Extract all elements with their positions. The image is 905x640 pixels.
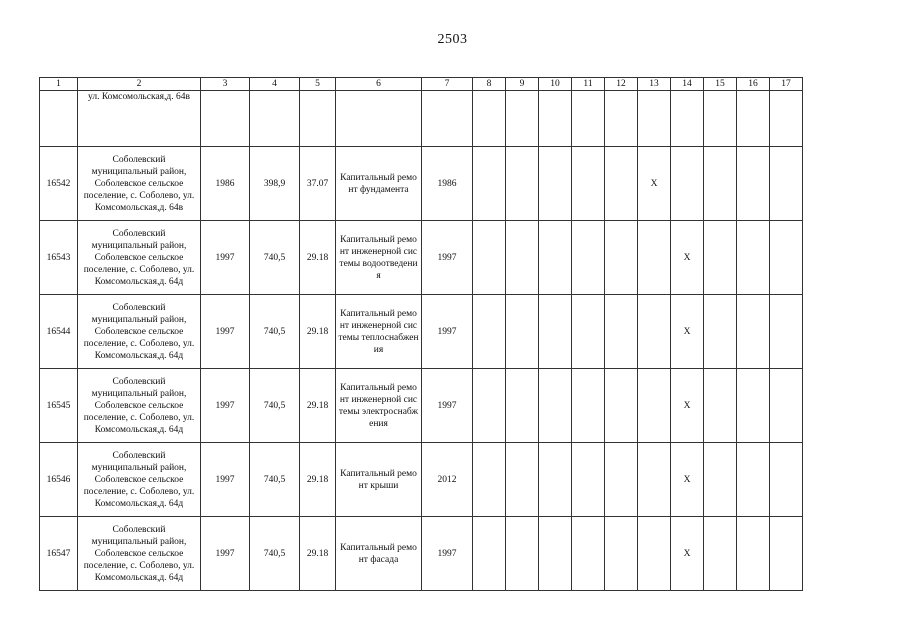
cell-col-9 — [506, 147, 539, 221]
cell-wear: 37.07 — [300, 147, 336, 221]
cell-work-type: Капитальный ремонт фундамента — [336, 147, 422, 221]
repair-schedule-table — [39, 77, 803, 591]
cell-empty — [638, 91, 671, 147]
table-row — [40, 443, 803, 517]
cell-build-year: 1997 — [201, 221, 250, 295]
cell-col-10 — [539, 443, 572, 517]
cell-work-type: Капитальный ремонт фасада — [336, 517, 422, 591]
cell-col-9 — [506, 295, 539, 369]
cell-address: Соболевский муниципальный район, Соболевское сельское поселение, с. Соболево, ул. Комсомольская,д. 64д — [78, 369, 201, 443]
cell-col-10 — [539, 369, 572, 443]
cell-col-16 — [737, 147, 770, 221]
cell-wear: 29.18 — [300, 369, 336, 443]
cell-address: Соболевский муниципальный район, Соболевское сельское поселение, с. Соболево, ул. Комсомольская,д. 64д — [78, 221, 201, 295]
cell-id — [40, 91, 78, 147]
column-header-14: 14 — [671, 78, 704, 91]
cell-col-16 — [737, 369, 770, 443]
cell-col-9 — [506, 517, 539, 591]
cell-col-15 — [704, 295, 737, 369]
cell-col-12 — [605, 369, 638, 443]
cell-plan-year: 1986 — [422, 147, 473, 221]
cell-col-9 — [506, 369, 539, 443]
table-row — [40, 295, 803, 369]
column-header-15: 15 — [704, 78, 737, 91]
cell-address: Соболевский муниципальный район, Соболевское сельское поселение, с. Соболево, ул. Комсомольская,д. 64д — [78, 295, 201, 369]
cell-work-type: Капитальный ремонт инженерной системы водоотведения — [336, 221, 422, 295]
cell-empty — [737, 91, 770, 147]
cell-wear: 29.18 — [300, 221, 336, 295]
table-row — [40, 517, 803, 591]
cell-address: Соболевский муниципальный район, Соболевское сельское поселение, с. Соболево, ул. Комсомольская,д. 64д — [78, 517, 201, 591]
cell-col-17 — [770, 147, 803, 221]
page-number: 2503 — [437, 32, 468, 47]
cell-build-year: 1997 — [201, 369, 250, 443]
column-header-5: 5 — [300, 78, 336, 91]
column-header-6: 6 — [336, 78, 422, 91]
cell-col-14: X — [671, 369, 704, 443]
cell-col-11 — [572, 517, 605, 591]
cell-empty — [300, 91, 336, 147]
cell-empty — [506, 91, 539, 147]
cell-col-16 — [737, 295, 770, 369]
column-header-2: 2 — [78, 78, 201, 91]
cell-build-year: 1997 — [201, 443, 250, 517]
cell-col-11 — [572, 295, 605, 369]
column-header-3: 3 — [201, 78, 250, 91]
cell-build-year: 1986 — [201, 147, 250, 221]
cell-id: 16544 — [40, 295, 78, 369]
cell-col-8 — [473, 443, 506, 517]
cell-address: Соболевский муниципальный район, Соболевское сельское поселение, с. Соболево, ул. Комсомольская,д. 64в — [78, 147, 201, 221]
cell-col-13 — [638, 443, 671, 517]
cell-empty — [671, 91, 704, 147]
cell-area: 740,5 — [250, 221, 300, 295]
cell-col-13 — [638, 517, 671, 591]
cell-col-14: X — [671, 221, 704, 295]
column-header-4: 4 — [250, 78, 300, 91]
column-number-row — [40, 78, 803, 91]
cell-area: 740,5 — [250, 369, 300, 443]
cell-col-10 — [539, 295, 572, 369]
cell-col-12 — [605, 517, 638, 591]
cell-col-17 — [770, 295, 803, 369]
cell-address: ул. Комсомольская,д. 64в — [78, 91, 201, 147]
column-header-10: 10 — [539, 78, 572, 91]
cell-empty — [572, 91, 605, 147]
cell-col-17 — [770, 443, 803, 517]
cell-col-15 — [704, 443, 737, 517]
cell-plan-year: 1997 — [422, 517, 473, 591]
cell-id: 16547 — [40, 517, 78, 591]
column-header-9: 9 — [506, 78, 539, 91]
cell-col-17 — [770, 221, 803, 295]
cell-col-9 — [506, 443, 539, 517]
cell-id: 16546 — [40, 443, 78, 517]
cell-empty — [201, 91, 250, 147]
cell-plan-year: 1997 — [422, 221, 473, 295]
cell-id: 16545 — [40, 369, 78, 443]
cell-plan-year: 2012 — [422, 443, 473, 517]
cell-col-14: X — [671, 443, 704, 517]
cell-empty — [422, 91, 473, 147]
cell-col-15 — [704, 147, 737, 221]
cell-col-13 — [638, 221, 671, 295]
cell-empty — [539, 91, 572, 147]
cell-col-16 — [737, 221, 770, 295]
cell-col-8 — [473, 369, 506, 443]
cell-work-type: Капитальный ремонт инженерной системы электроснабжения — [336, 369, 422, 443]
cell-id: 16543 — [40, 221, 78, 295]
cell-col-8 — [473, 221, 506, 295]
cell-empty — [704, 91, 737, 147]
cell-col-12 — [605, 147, 638, 221]
cell-col-10 — [539, 221, 572, 295]
cell-col-11 — [572, 443, 605, 517]
cell-build-year: 1997 — [201, 295, 250, 369]
cell-col-17 — [770, 517, 803, 591]
cell-empty — [770, 91, 803, 147]
cell-col-13 — [638, 295, 671, 369]
cell-empty — [250, 91, 300, 147]
cell-col-11 — [572, 221, 605, 295]
column-header-17: 17 — [770, 78, 803, 91]
table-row — [40, 369, 803, 443]
cell-col-11 — [572, 147, 605, 221]
cell-area: 398,9 — [250, 147, 300, 221]
cell-empty — [473, 91, 506, 147]
cell-col-8 — [473, 517, 506, 591]
column-header-13: 13 — [638, 78, 671, 91]
cell-work-type: Капитальный ремонт инженерной системы теплоснабжения — [336, 295, 422, 369]
cell-wear: 29.18 — [300, 443, 336, 517]
cell-empty — [605, 91, 638, 147]
table-row — [40, 147, 803, 221]
cell-empty — [336, 91, 422, 147]
column-header-11: 11 — [572, 78, 605, 91]
cell-plan-year: 1997 — [422, 295, 473, 369]
cell-col-15 — [704, 369, 737, 443]
cell-col-9 — [506, 221, 539, 295]
cell-col-10 — [539, 147, 572, 221]
cell-col-16 — [737, 443, 770, 517]
cell-wear: 29.18 — [300, 295, 336, 369]
column-header-8: 8 — [473, 78, 506, 91]
cell-col-14 — [671, 147, 704, 221]
cell-col-10 — [539, 517, 572, 591]
cell-col-8 — [473, 147, 506, 221]
cell-area: 740,5 — [250, 295, 300, 369]
cell-col-17 — [770, 369, 803, 443]
cell-col-13: X — [638, 147, 671, 221]
column-header-7: 7 — [422, 78, 473, 91]
cell-build-year: 1997 — [201, 517, 250, 591]
cell-id: 16542 — [40, 147, 78, 221]
table-row — [40, 221, 803, 295]
cell-col-14: X — [671, 517, 704, 591]
cell-col-15 — [704, 517, 737, 591]
cell-col-11 — [572, 369, 605, 443]
cell-address: Соболевский муниципальный район, Соболевское сельское поселение, с. Соболево, ул. Комсомольская,д. 64д — [78, 443, 201, 517]
cell-area: 740,5 — [250, 443, 300, 517]
cell-col-14: X — [671, 295, 704, 369]
cell-col-12 — [605, 295, 638, 369]
cell-col-8 — [473, 295, 506, 369]
cell-col-12 — [605, 221, 638, 295]
cell-col-12 — [605, 443, 638, 517]
cell-area: 740,5 — [250, 517, 300, 591]
column-header-12: 12 — [605, 78, 638, 91]
cell-col-16 — [737, 517, 770, 591]
cell-plan-year: 1997 — [422, 369, 473, 443]
cell-col-15 — [704, 221, 737, 295]
continuation-row — [40, 91, 803, 147]
cell-wear: 29.18 — [300, 517, 336, 591]
column-header-1: 1 — [40, 78, 78, 91]
cell-col-13 — [638, 369, 671, 443]
column-header-16: 16 — [737, 78, 770, 91]
cell-work-type: Капитальный ремонт крыши — [336, 443, 422, 517]
